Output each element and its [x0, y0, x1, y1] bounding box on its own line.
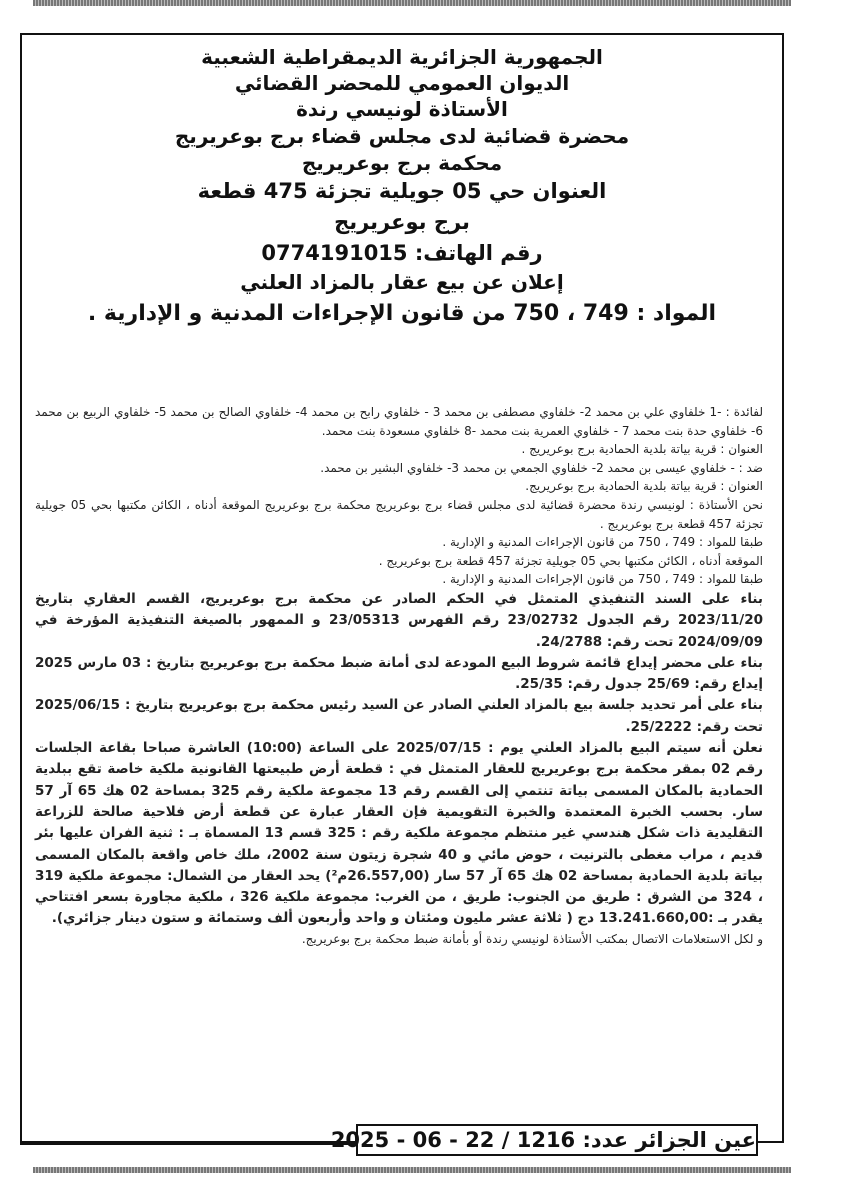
notice-body [35, 403, 763, 948]
articles-paragraph-1: طبقا للمواد : 749 ، 750 من قانون الإجراءات المدنية و الإدارية . [442, 535, 763, 550]
header-articles: المواد : 749 ، 750 من قانون الإجراءات المدنية و الإدارية . [87, 301, 717, 326]
header-office: الديوان العمومي للمحضر القضائي [234, 71, 570, 95]
header-phone: رقم الهاتف: 0774191015 [261, 241, 543, 265]
header-bailiff-name: الأستاذة لونيسي رندة [296, 97, 508, 121]
notice-header [40, 44, 764, 333]
header-address: العنوان حي 05 جويلية تجزئة 475 قطعة [197, 179, 607, 203]
session-order-paragraph: بناء على أمر تحديد جلسة بيع بالمزاد العلني الصادر عن السيد رئيس محكمة برج بوعريريج بتاريخ : 2025/06/15 تحت رقم: 25/2222. [35, 697, 763, 735]
header-court: محكمة برج بوعريريج [301, 151, 503, 175]
sale-details-paragraph: نعلن أنه سيتم البيع بالمزاد العلني يوم : 2025/07/15 على الساعة (10:00) العاشرة صباحا بقاعة الجلسات رقم 02 بمقر محكمة برج بوعريريج للعقار المتمثل في : قطعة أرض طبيعتها القانونية ملكية خاصة تقع ببلدية الحمادية بالمكان المسمى بياتة تنتمي إلى القسم رقم 13 مجموعة ملكية رقم 325 بمساحة 02 هك 65 آر 57 سار. بحسب الخبرة المعتمدة والخبرة التقويمية فإن العقار عبارة عن قطعة أرض فلاحية صالحة للزراعة التقليدية ذات شكل هندسي غير منتظم مجموعة ملكية رقم : 325 قسم 13 المسماة بـ : ثنية الفران عليها بئر قديم ، مراب مغطى بالترنيت ، حوض مائي و 40 شجرة زيتون سنة 2002، ملك خاص واقعة بالمكان المسمى بياتة بلدية الحمادية بمساحة 02 هك 65 آر 57 سار (26.557,00م²) يحد العقار من الشمال: مجموعة ملكية 319 ، 324 من الشرق : طريق من الجنوب: طريق ، من الغرب: مجموعة ملكية 326 ، ملكية مجاورة بسعر افتتاحي يقدر بـ :13.241.660,00 دج ( ثلاثة عشر مليون ومئتان و واحد وأربعون ألف وستمائة و ستون دينار جزائري). [35, 740, 764, 927]
contact-paragraph: و لكل الاستعلامات الاتصال بمكتب الأستاذة لونيسي رندة أو بأمانة ضبط محكمة برج بوعريريج. [301, 931, 763, 946]
top-rule [33, 0, 791, 6]
header-bailiff-title: محضرة قضائية لدى مجلس قضاء برج بوعريريج [174, 124, 630, 148]
bailiff-paragraph: نحن الأستاذة : لونيسي رندة محضرة قضائية لدى مجلس قضاء برج بوعريريج محكمة برج بوعريريج الموقعة أدناه ، الكائن مكتبها بحي 05 جويلية تجزئة 457 قطعة برج بوعريريج . [35, 497, 763, 531]
header-city: برج بوعريريج [334, 210, 470, 234]
deposit-paragraph: بناء على محضر إيداع قائمة شروط البيع المودعة لدى أمانة ضبط محكمة برج بوعريريج بتاريخ : 03 مارس 2025 إيداع رقم: 25/69 جدول رقم: 25/35. [35, 654, 763, 693]
defendants-paragraph: ضد : - خلفاوي عيسى بن محمد 2- خلفاوي الجمعي بن محمد 3- خلفاوي البشير بن محمد. [320, 460, 763, 475]
beneficiaries-paragraph: لفائدة : -1 خلفاوي علي بن محمد 2- خلفاوي مصطفى بن محمد 3 - خلفاوي رابح بن محمد 4- خلفاوي الصالح بن محمد 5- خلفاوي الربيع بن محمد 6- خلفاوي حدة بنت محمد 7 - خلفاوي العمرية بنت محمد -8 خلفاوي مسعودة بنت محمد. [35, 405, 764, 438]
header-republic: الجمهورية الجزائرية الديمقراطية الشعبية [201, 45, 603, 69]
office-paragraph: الموقعة أدناه ، الكائن مكتبها بحي 05 جويلية تجزئة 457 قطعة برج بوعريريج . [378, 553, 763, 568]
footer-rule [20, 1143, 356, 1145]
beneficiaries-address: العنوان : قرية بياتة بلدية الحمادية برج بوعريريج . [521, 442, 763, 457]
articles-paragraph-2: طبقا للمواد : 749 ، 750 من قانون الإجراءات المدنية و الإدارية . [442, 572, 763, 587]
enforcement-title-paragraph: بناء على السند التنفيذي المتمثل في الحكم الصادر عن محكمة برج بوعريريج، القسم العقاري بتاريخ 2023/11/20 رقم الجدول 23/02732 رقم الفهرس 23/05313 و الممهور بالصيغة التنفيذية المؤرخة في 2024/09/09 تحت رقم: 24/2788. [35, 590, 763, 650]
publication-reference: عين الجزائر عدد: 1216 / 22 - 06 - 2025 [356, 1124, 758, 1156]
defendants-address: العنوان : قرية بياتة بلدية الحمادية برج بوعريريج. [525, 479, 763, 494]
header-announcement-title: إعلان عن بيع عقار بالمزاد العلني [240, 270, 564, 294]
bottom-rule [33, 1167, 791, 1173]
